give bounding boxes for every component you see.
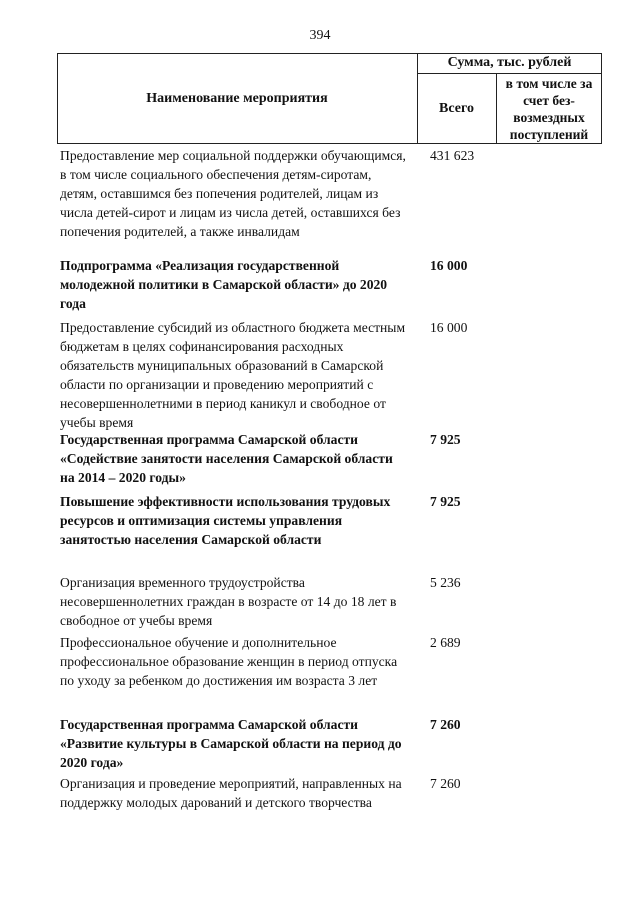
table-body (60, 146, 620, 834)
row-total: 2 689 (430, 635, 461, 650)
row-name: Профессиональное обучение и дополнительное профессиональное образование женщин в период отпуска по уходу за ребенком до достижения им возраста 3 лет (60, 635, 398, 688)
table-row (60, 633, 620, 715)
row-name: Организация и проведение мероприятий, направленных на поддержку молодых дарований и детского творчества (60, 776, 402, 810)
row-total: 16 000 (430, 320, 468, 335)
row-name: Предоставление мер социальной поддержки обучающимся, в том числе социального обеспечения детям-сиротам, детям, оставшимся без попечения родителей, лицам из числа детей-сирот и лицам из числа детей, оставшихся без попечения родителей, а также инвалидам (60, 148, 406, 239)
row-total: 7 925 (430, 494, 461, 509)
table-header (57, 53, 602, 144)
row-total: 431 623 (430, 148, 475, 163)
row-name: Повышение эффективности использования трудовых ресурсов и оптимизация системы управления занятостью населения Самарской области (60, 494, 391, 547)
page-number: 394 (309, 28, 331, 43)
header-name-column: Наименование мероприятия (146, 90, 328, 106)
table-row (60, 573, 620, 633)
row-total: 16 000 (430, 258, 468, 273)
row-name: Подпрограмма «Реализация государственной молодежной политики в Самарской области» до 2020 года (60, 258, 388, 311)
row-name: Организация временного трудоустройства несовершеннолетних граждан в возрасте от 14 до 18 лет в свободное от учебы время (60, 575, 397, 628)
table-row (60, 492, 620, 573)
row-total: 7 260 (430, 717, 461, 732)
row-name: Предоставление субсидий из областного бюджета местным бюджетам в целях софинансирования расходных обязательств муниципальных образований в Самарской области по организации и проведению мероприятий с несовершеннолетними в период каникул и свободное от учебы время (60, 320, 406, 430)
row-name: Государственная программа Самарской области «Развитие культуры в Самарской области на период до 2020 года» (60, 717, 402, 770)
row-total: 5 236 (430, 575, 461, 590)
row-total: 7 260 (430, 776, 461, 791)
table-row (60, 430, 620, 492)
table-row (60, 715, 620, 774)
row-total: 7 925 (430, 432, 461, 447)
header-sum-title: Сумма, тыс. рублей (447, 55, 572, 70)
header-total-column: Всего (439, 100, 474, 116)
table-row (60, 256, 620, 318)
table-row (60, 146, 620, 256)
table-row (60, 318, 620, 430)
row-name: Государственная программа Самарской области «Содействие занятости населения Самарской области на 2014 – 2020 годы» (60, 432, 393, 485)
header-including-column: в том числе за счет без-возмездных поступлений (505, 75, 593, 142)
table-row (60, 774, 620, 834)
